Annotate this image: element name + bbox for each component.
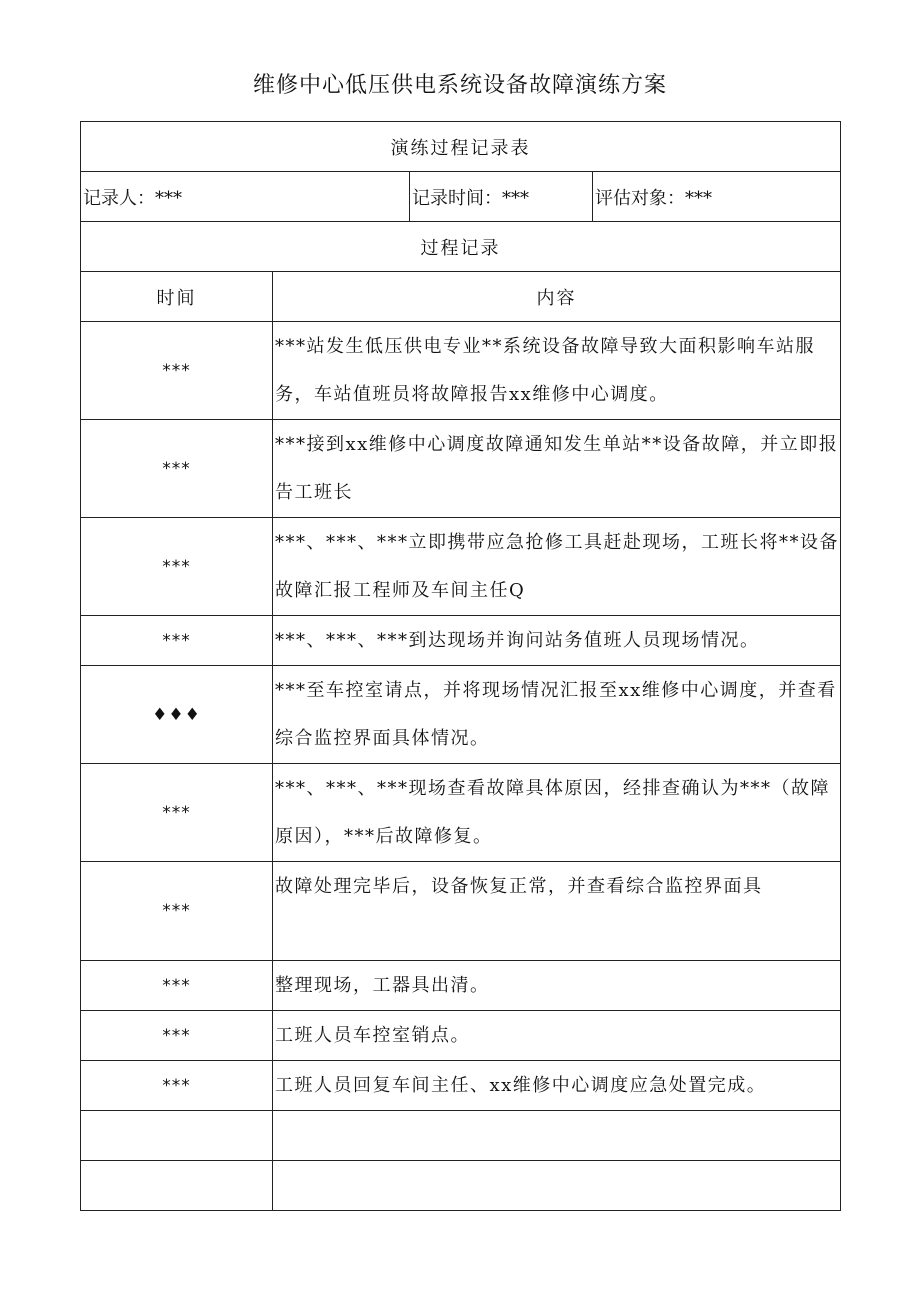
section-heading: 过程记录	[81, 222, 841, 272]
row-time: ***	[81, 1011, 273, 1061]
table-row	[81, 1011, 841, 1061]
row-time: ♦♦♦	[81, 666, 273, 764]
recorder-field: 记录人：***	[81, 172, 410, 222]
table-row	[81, 1111, 841, 1161]
row-time: ***	[81, 518, 273, 616]
document-title: 维修中心低压供电系统设备故障演练方案	[252, 73, 667, 98]
row-content: ***至车控室请点，并将现场情况汇报至xx维修中心调度，并查看综合监控界面具体情况。	[273, 666, 841, 764]
table-row	[81, 862, 841, 961]
table-row	[81, 420, 841, 518]
table-row	[81, 1161, 841, 1211]
row-time: ***	[81, 764, 273, 862]
row-time: ***	[81, 322, 273, 420]
evaluation-target-field: 评估对象：***	[593, 172, 841, 222]
row-content: 整理现场，工器具出清。	[273, 961, 841, 1011]
row-time: ***	[81, 862, 273, 961]
row-time: ***	[81, 420, 273, 518]
table-row	[81, 1061, 841, 1111]
table-row	[81, 616, 841, 666]
table-row	[81, 961, 841, 1011]
column-header-time: 时间	[81, 272, 273, 322]
row-time	[81, 1161, 273, 1211]
table-row	[81, 518, 841, 616]
record-table	[80, 121, 841, 1211]
row-content: ***、***、***现场查看故障具体原因，经排查确认为***（故障原因），***后故障修复。	[273, 764, 841, 862]
row-content: ***、***、***到达现场并询问站务值班人员现场情况。	[273, 616, 841, 666]
row-content	[273, 1111, 841, 1161]
column-header-content: 内容	[273, 272, 841, 322]
row-time: ***	[81, 1061, 273, 1111]
row-content: ***接到xx维修中心调度故障通知发生单站**设备故障，并立即报告工班长	[273, 420, 841, 518]
row-content: 工班人员回复车间主任、xx维修中心调度应急处置完成。	[273, 1061, 841, 1111]
row-time: ***	[81, 961, 273, 1011]
table-row	[81, 666, 841, 764]
record-time-field: 记录时间：***	[410, 172, 593, 222]
row-content: ***、***、***立即携带应急抢修工具赶赴现场，工班长将**设备故障汇报工程师及车间主任Q	[273, 518, 841, 616]
table-row	[81, 764, 841, 862]
row-time: ***	[81, 616, 273, 666]
table-row	[81, 322, 841, 420]
row-content	[273, 1161, 841, 1211]
table-heading: 演练过程记录表	[81, 122, 841, 172]
row-content: ***站发生低压供电专业**系统设备故障导致大面积影响车站服务，车站值班员将故障报告xx维修中心调度。	[273, 322, 841, 420]
row-content: 工班人员车控室销点。	[273, 1011, 841, 1061]
row-content: 故障处理完毕后，设备恢复正常，并查看综合监控界面具	[273, 862, 841, 961]
row-time	[81, 1111, 273, 1161]
